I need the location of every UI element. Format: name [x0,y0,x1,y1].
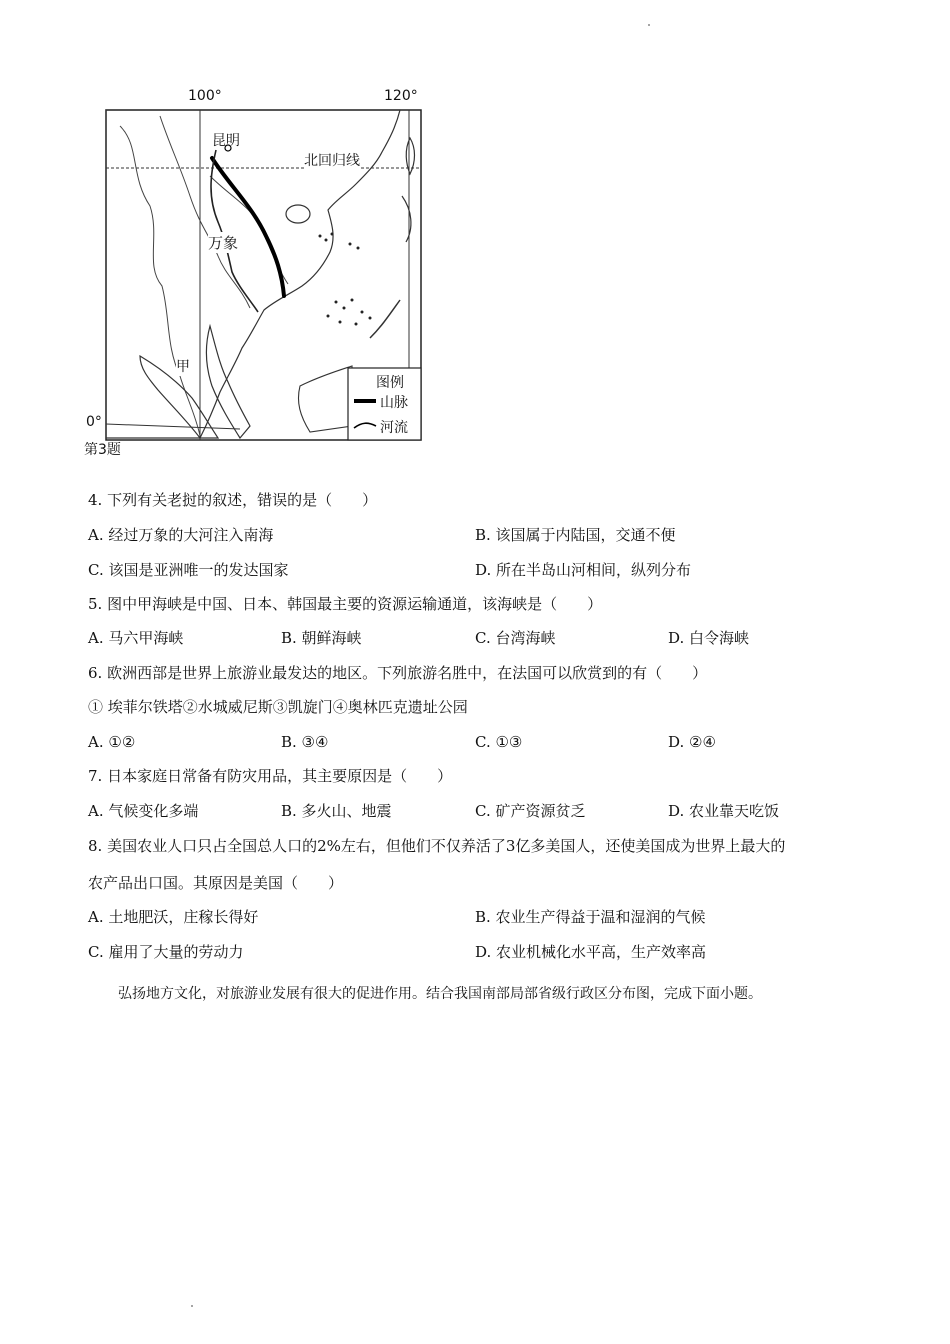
palawan [370,300,400,338]
malay-peninsula [206,326,250,438]
hainan-island [286,205,310,223]
legend-title: 图例 [376,375,404,391]
equator-line [106,424,240,429]
kunming-label: 昆明 [212,133,240,149]
question-7-stem: 7. 日本家庭日常备有防灾用品，其主要原因是（ ） [88,767,453,785]
lon-100-label: 100° [188,88,222,104]
vientiane-label: 万象 [208,234,239,252]
q8-option-c[interactable]: C. 雇用了大量的劳动力 [88,943,244,961]
borneo-coast [298,366,352,432]
q6-option-c[interactable]: C. ①③ [475,733,523,751]
q4-option-a[interactable]: A. 经过万象的大河注入南海 [88,526,274,544]
question-6-items: ① 埃菲尔铁塔②水城威尼斯③凯旋门④奥林匹克遗址公园 [88,698,468,716]
map-caption-text: 第3题 [84,442,121,458]
q5-option-d[interactable]: D. 白令海峡 [668,629,750,647]
question-8-stem-line-1: 8. 美国农业人口只占全国总人口的2%左右，但他们不仅养活了3亿多美国人，还使美国成为世界上最大的 [88,837,786,855]
lon-120-label: 120° [384,88,418,104]
legend-mountain-label: 山脉 [380,395,408,411]
question-8-stem-line-2: 农产品出口国。其原因是美国（ ） [88,874,344,892]
q8-option-d[interactable]: D. 农业机械化水平高，生产效率高 [475,943,707,961]
q4-option-d[interactable]: D. 所在半岛山河相间，纵列分布 [475,561,692,579]
q5-option-a[interactable]: A. 马六甲海峡 [88,629,184,647]
section-intro-paragraph: 弘扬地方文化，对旅游业发展有很大的促进作用。结合我国南部局部省级行政区分布图，完成下面小题。 [118,986,762,1002]
strait-jia-label: 甲 [176,356,190,376]
map-caption-clipped [84,442,124,458]
q7-option-a[interactable]: A. 气候变化多端 [88,802,199,820]
philippines-coast [402,196,411,242]
legend-river-label: 河流 [380,420,408,436]
border-1 [120,126,200,436]
q4-option-b[interactable]: B. 该国属于内陆国，交通不便 [475,526,676,544]
south-china-sea-islands [319,233,372,326]
q7-option-c[interactable]: C. 矿产资源贫乏 [475,802,586,820]
q6-option-d[interactable]: D. ②④ [668,733,716,751]
mekong-river [211,150,258,312]
question-6-stem: 6. 欧洲西部是世界上旅游业最发达的地区。下列旅游名胜中，在法国可以欣赏到的有（ ） [88,664,708,682]
q8-option-b[interactable]: B. 农业生产得益于温和湿润的气候 [475,908,706,926]
scan-speck [648,24,650,26]
q7-option-b[interactable]: B. 多火山、地震 [281,802,392,820]
lat-0-label: 0° [86,414,102,430]
q6-option-b[interactable]: B. ③④ [281,733,329,751]
q4-option-c[interactable]: C. 该国是亚洲唯一的发达国家 [88,561,289,579]
q6-option-a[interactable]: A. ①② [88,733,136,751]
q5-option-b[interactable]: B. 朝鲜海峡 [281,629,362,647]
question-5-stem: 5. 图中甲海峡是中国、日本、韩国最主要的资源运输通道，该海峡是（ ） [88,595,603,613]
tropic-label: 北回归线 [304,150,360,170]
annamite-range [212,158,284,296]
q8-option-a[interactable]: A. 土地肥沃，庄稼长得好 [88,908,259,926]
q5-option-c[interactable]: C. 台湾海峡 [475,629,556,647]
scan-speck-bottom [191,1305,193,1307]
q7-option-d[interactable]: D. 农业靠天吃饭 [668,802,780,820]
southeast-asia-map [86,86,430,458]
taiwan-island [406,138,414,174]
question-4-stem: 4. 下列有关老挝的叙述，错误的是（ ） [88,491,378,509]
